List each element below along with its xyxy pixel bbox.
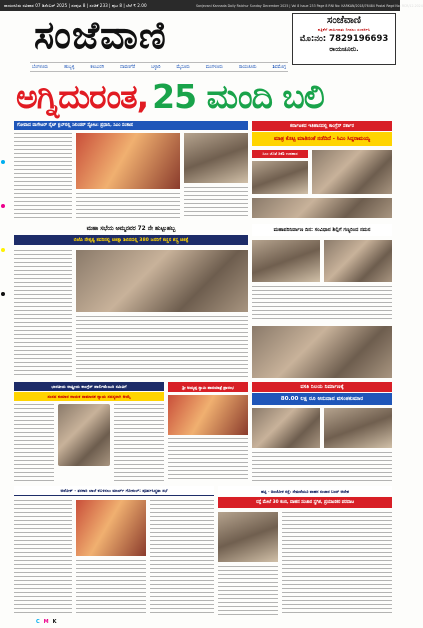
ashok-text-2 — [76, 560, 146, 616]
housing-text — [252, 452, 392, 482]
ayyappa-photo — [168, 395, 248, 435]
banner-part-2: 25 ಮಂದಿ ಬಲಿ — [152, 77, 324, 116]
siddu-headline: ಮಾತ್ರ ಕೊಟ್ಟ ಮಾತಿನಂತೆ ನಡೆದಿದೆ - ಸಿಎಂ ಸಿದ್ದರಾಮಯ್ಯ — [252, 132, 392, 146]
city-nav — [30, 62, 288, 72]
parliament-headline-1: ಭಾರತೀಯ ರಾಷ್ಟ್ರೀಯ ಕಾಂಗ್ರೆಸ್ ಪಾರ್ಲಿಮೆಂಟರಿ ಸಮಿತಿಗೆ — [14, 382, 164, 391]
ambedkar-photo-3 — [252, 326, 392, 378]
nav-item[interactable]: ಶಿವಮೊಗ್ಗ — [272, 64, 286, 70]
road-text-2 — [218, 566, 278, 616]
ashok-headline: ಅಶೋಕ್ - ತರಕಾರಿ ಚಾಲೆ ಕಬಳಿಸಲು ಮಾರ್ಚ್ ಗೋಕುಲ್: ಪೂರ್ವಸಿದ್ಧತಾ ಸಭೆ — [14, 486, 214, 496]
lead-article-text-3 — [184, 187, 248, 219]
promo-box — [292, 13, 396, 65]
black-mark: K — [52, 619, 57, 625]
regline: Sanjevani Kannada Daily Raichur Sunday December 2025 | Vol 8 Issue 233 Page 8 RNI No: KARKAN/2018/76484 Postal Regd No: RCR/12-2024 — [196, 3, 423, 8]
nav-item[interactable]: ದಾವಣಗೆರೆ — [120, 64, 136, 70]
mahasabha-text — [14, 250, 72, 378]
parliament-text — [14, 404, 54, 482]
dateline-bar — [0, 0, 423, 11]
housing-photo-1 — [252, 408, 320, 448]
registration-marks-left — [1, 160, 6, 460]
housing-headline-2: 80.00 ಲಕ್ಷ ರೂ ಅನುದಾನ ವಸಂತಕುಮಾರ — [252, 393, 392, 405]
printer-marks — [36, 618, 76, 626]
nav-item[interactable]: ಬೆಂಗಳೂರು — [32, 64, 49, 70]
nav-item[interactable]: ಕಲಬುರಗಿ — [90, 64, 105, 70]
lead-article-text — [14, 133, 72, 219]
ashok-text-3 — [150, 500, 214, 616]
mahasabha-headline: ಮಹಾ ಸಭೆಯ ಅಮ್ಮನವರ 72 ನೇ ಹುಟ್ಟುಹಬ್ಬ — [86, 225, 176, 232]
housing-headline-1: ವಸತಿ ನಿಲಯ ನಿರ್ಮಾಣಕ್ಕೆ — [252, 382, 392, 392]
ambedkar-photo-2 — [324, 240, 392, 282]
fire-photo — [76, 133, 180, 189]
nav-item[interactable]: ಹುಬ್ಬಳ್ಳಿ — [64, 64, 75, 70]
ambedkar-headline: ಮಹಾಪರಿನಿರ್ವಾಣ ದಿನ: ಸಂವಿಧಾನ ಶಿಲ್ಪಿಗೆ ಗಣ್ಯರಿಂದ ನಮನ — [252, 224, 392, 236]
mahasabha-sub: ಬಿಜೆಪಿ ನೇತೃತ್ವ ತವರಿನಲ್ಲಿ ಚಿಕಿತ್ಸಾ ಶಿಬಿರದಲ್ಲಿ 380 ಜನರಿಗೆ ಕಣ್ಣಿನ ಶಸ್ತ್ರ ಚಿಕಿತ್ಸೆ — [14, 235, 248, 245]
promo-city: ರಾಯಚೂರು. — [329, 45, 359, 53]
masthead: ಸಂಜೆವಾಣಿ — [34, 12, 167, 57]
promo-subtitle: ಪತ್ರಿಕೆಗೆ ಜಾಹೀರಾತು ನೀಡಲು ಸಂಪರ್ಕಿಸಿ — [317, 27, 371, 32]
magenta-mark: M — [43, 619, 49, 625]
nav-item[interactable]: ಮೈಸೂರು — [176, 64, 190, 70]
ashok-text — [14, 500, 72, 616]
road-headline: ರಸ್ತೆ ಮೇಲೆ 30 ಕಂಬಿ, ವಾಹನ ಸಂಚಾರ ಸ್ಥಗಿತ, ಪ್ರಯಾಣಿಕರ ಪರದಾಟ — [218, 497, 392, 508]
side-photo — [184, 133, 248, 183]
mahasabha-photo — [76, 250, 248, 312]
siddu-tag: ಸಿಎಂ ಜೊತೆ ಡಿಕೆಶಿ ಉಪಹಾರ — [252, 150, 308, 158]
nav-item[interactable]: ಮಂಗಳೂರು — [205, 64, 223, 70]
nav-item[interactable]: ರಾಯಚೂರು — [238, 64, 257, 70]
ambedkar-text — [252, 286, 392, 322]
banner-part-1: ಅಗ್ನಿದುರಂತ, — [16, 77, 149, 116]
promo-phone: ಮೊ:ನಂ: 7829196693 — [299, 34, 389, 44]
road-text — [282, 512, 392, 616]
cyan-mark: C — [36, 619, 40, 625]
banner-headline — [16, 76, 392, 118]
ashok-photo — [76, 500, 146, 556]
road-kicker: ಹಟ್ಟಿ - ಚಿಂಚೋಳಿ ರಸ್ತೆ: ಸೇತುವೆಯೂ ವಾಹನ ಸಂಚಾರ ಬಂದ್ ಆದೇಶ — [218, 486, 392, 496]
road-photo — [218, 512, 278, 562]
ayyappa-text — [168, 438, 248, 482]
ambedkar-photo-1 — [252, 240, 320, 282]
siddu-photo-2 — [252, 161, 308, 194]
parliament-headline-2: ಸಂಸದ ಕುಮಾರ ನಾಯಕ ಸಾಮಾಜಿಕ ನ್ಯಾಯ ಸದಸ್ಯರಾಗಿ ಆಯ್ಕೆ — [14, 392, 164, 401]
siddu-photo-3 — [252, 198, 392, 218]
promo-logo: ಸಂಜೆವಾಣಿ — [327, 15, 361, 26]
siddu-photo-1 — [312, 150, 392, 194]
ayyappa-headline: ಶ್ರೀ ಅಯ್ಯಪ್ಪ ಸ್ವಾಮಿ ಪಾದಯಾತ್ರೆ ಪ್ರಾರಂಭ — [168, 382, 248, 392]
mp-portrait — [58, 404, 110, 466]
siddu-kicker: ಕರ್ನಾಟಕದ ಇತಿಹಾಸದಲ್ಲಿ ಕಾಂಗ್ರೆಸ್ ಸರ್ಕಾರ — [252, 121, 392, 131]
mahasabha-text-2 — [76, 316, 248, 378]
parliament-text-2 — [114, 404, 164, 482]
lead-subhead: ಗೋವಾದ ವಾಗೇಟರ್ ನೈಟ್ ಕ್ಲಬ್‌ನಲ್ಲಿ ಸಿಲಿಂಡರ್ ಸ್ಫೋಟ: ಪ್ರಧಾನಿ, ಸಿಎಂ ಸಂತಾಪ — [14, 121, 248, 130]
nav-item[interactable]: ಬಳ್ಳಾರಿ — [151, 64, 161, 70]
dateline: ರಾಯಚೂರು ರವಿವಾರ 07 ಡಿಸೆಂಬರ್ 2025 | ಸಂಪುಟ 8 | ಸಂಚಿಕೆ 233 | ಪುಟ 8 | ಬೆಲೆ ₹ 2.00 — [4, 3, 147, 8]
housing-photo-2 — [324, 408, 392, 448]
lead-article-text-2 — [76, 193, 180, 219]
